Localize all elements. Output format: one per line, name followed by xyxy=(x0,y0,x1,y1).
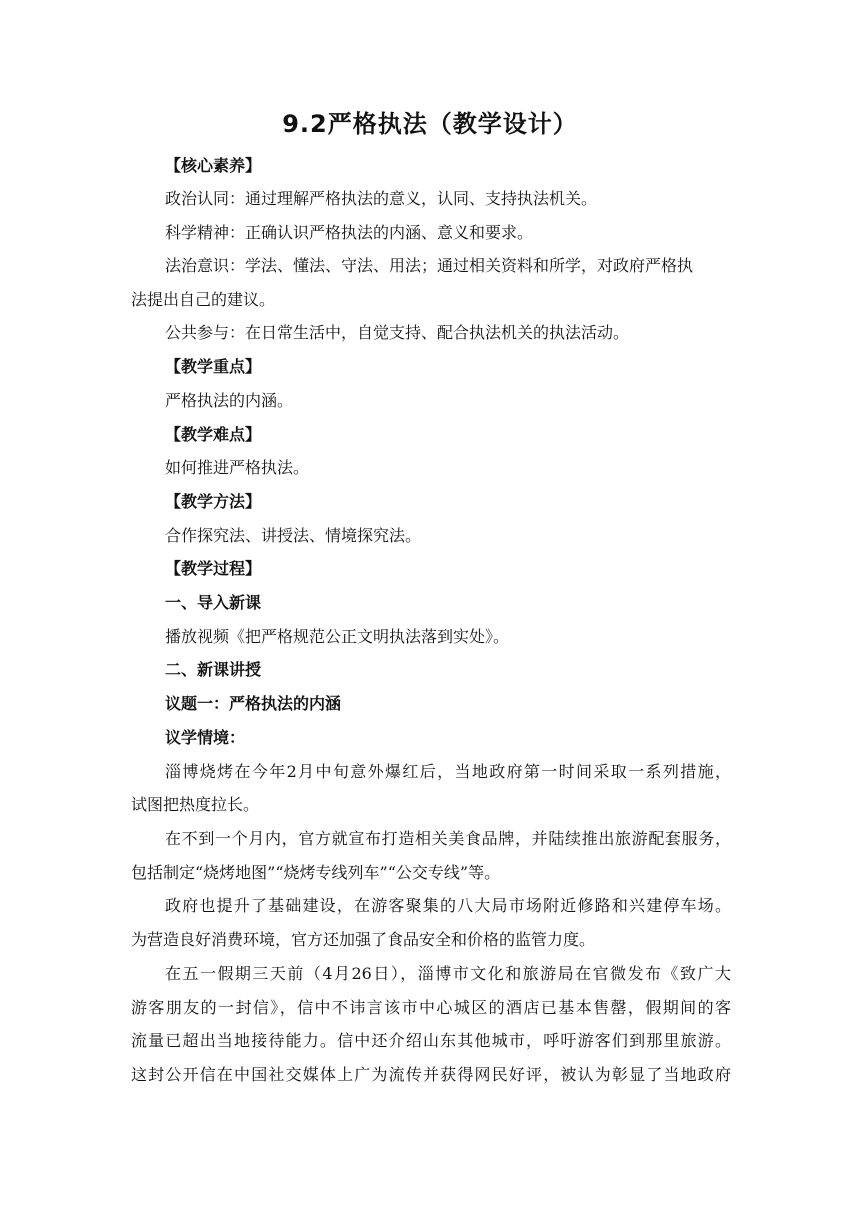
core-literacy-item-2: 科学精神：正确认识严格执法的内涵、意义和要求。 xyxy=(165,223,534,242)
core-literacy-item-4: 公共参与：在日常生活中，自觉支持、配合执法机关的执法活动。 xyxy=(165,323,630,342)
core-literacy-item-3-cont: 法提出自己的建议。 xyxy=(131,290,276,309)
situation-heading: 议学情境： xyxy=(165,728,246,747)
key-point-text: 严格执法的内涵。 xyxy=(165,391,294,410)
process-heading: 【教学过程】 xyxy=(165,559,262,578)
situation-line-1: 淄博烧烤在今年2月中旬意外爆红后，当地政府第一时间采取一系列措施， xyxy=(165,762,731,781)
topic1-heading: 议题一：严格执法的内涵 xyxy=(165,694,342,713)
document-title: 9.2严格执法（教学设计） xyxy=(282,110,578,138)
situation-line-4: 包括制定“烧烤地图”“烧烤专线列车”“公交专线”等。 xyxy=(131,863,501,882)
situation-line-3: 在不到一个月内，官方就宣布打造相关美食品牌，并陆续推出旅游配套服务， xyxy=(165,829,731,848)
core-literacy-item-1: 政治认同：通过理解严格执法的意义，认同、支持执法机关。 xyxy=(165,189,598,208)
difficulty-heading: 【教学难点】 xyxy=(165,425,262,444)
key-point-heading: 【教学重点】 xyxy=(165,357,262,376)
difficulty-text: 如何推进严格执法。 xyxy=(165,458,310,477)
situation-line-10: 这封公开信在中国社交媒体上广为流传并获得网民好评，被认为彰显了当地政府 xyxy=(131,1065,731,1084)
situation-line-2: 试图把热度拉长。 xyxy=(131,795,260,814)
situation-line-7: 在五一假期三天前（4月26日），淄博市文化和旅游局在官微发布《致广大 xyxy=(165,964,731,983)
part2-heading: 二、新课讲授 xyxy=(165,660,262,679)
part1-text: 播放视频《把严格规范公正文明执法落到实处》。 xyxy=(165,627,510,646)
situation-line-9: 流量已超出当地接待能力。信中还介绍山东其他城市，呼吁游客们到那里旅游。 xyxy=(131,1031,731,1050)
situation-line-5: 政府也提升了基础建设，在游客聚集的八大局市场附近修路和兴建停车场。 xyxy=(165,896,731,915)
part1-heading: 一、导入新课 xyxy=(165,593,262,612)
situation-line-8: 游客朋友的一封信》，信中不讳言该市中心城区的酒店已基本售罄，假期间的客 xyxy=(131,998,731,1017)
methods-heading: 【教学方法】 xyxy=(165,492,262,511)
core-literacy-item-3: 法治意识：学法、懂法、守法、用法；通过相关资料和所学，对政府严格执 xyxy=(165,256,694,275)
methods-text: 合作探究法、讲授法、情境探究法。 xyxy=(165,526,422,545)
core-literacy-heading: 【核心素养】 xyxy=(165,156,262,175)
situation-line-6: 为营造良好消费环境，官方还加强了食品安全和价格的监管力度。 xyxy=(131,930,596,949)
